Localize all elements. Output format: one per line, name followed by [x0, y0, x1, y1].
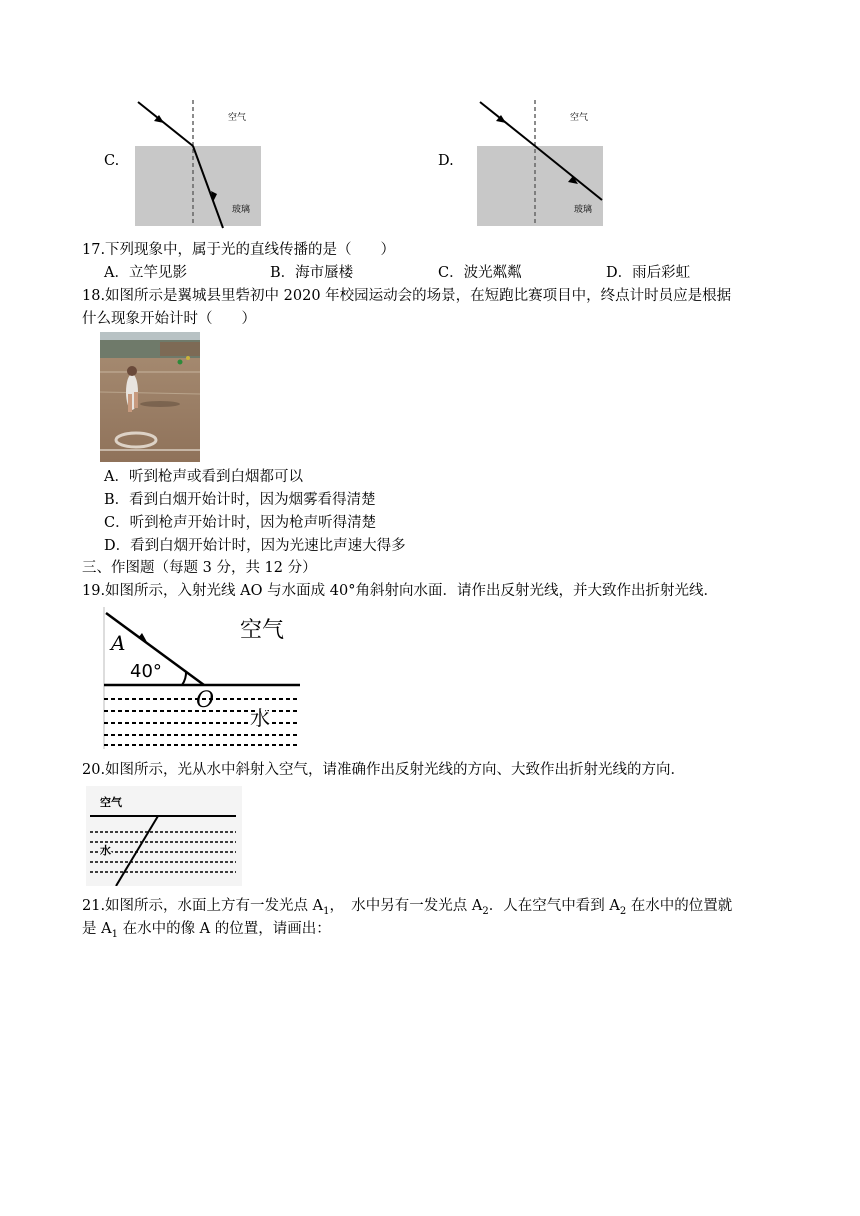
q21-text: ．人在空气中看到 A — [488, 898, 620, 914]
incident-ray — [138, 102, 193, 146]
option-c-label: C. — [104, 153, 120, 169]
subscript: 2 — [482, 905, 489, 917]
figure-option-c — [120, 96, 270, 230]
q19-stem: 19.如图所示，入射光线 AO 与水面成 40°角斜射向水面．请作出反射光线，并大致作出折射光线． — [82, 583, 718, 599]
q17-option-d: D．雨后彩虹 — [606, 265, 691, 281]
q18-option-d: D．看到白烟开始计时，因为光速比声速大得多 — [104, 538, 406, 554]
q20-figure — [86, 786, 242, 886]
q21-text: 在水中的像 A 的位置，请画出： — [117, 921, 331, 937]
q21-text: 21.如图所示，水面上方有一发光点 A — [82, 898, 324, 914]
section-title: 三、作图题（每题 3 分，共 12 分） — [82, 560, 317, 576]
option-d-label: D. — [438, 153, 454, 169]
figure-option-d — [462, 96, 612, 230]
q17-option-c: C．波光粼粼 — [438, 265, 522, 281]
q21-text: 是 A — [82, 921, 112, 937]
q18-stem-line1: 18.如图所示是翼城县里砦初中 2020 年校园运动会的场景，在短跑比赛项目中，终点计时员应是根据 — [82, 288, 732, 304]
q17-stem: 17.下列现象中，属于光的直线传播的是（ ） — [82, 242, 396, 258]
subscript: 1 — [111, 928, 118, 940]
glass-label: 玻璃 — [232, 205, 251, 215]
q19-figure — [100, 607, 302, 749]
air-label: 空气 — [570, 113, 589, 123]
glass-label: 玻璃 — [574, 205, 593, 215]
q21-text: 在水中的位置就 — [626, 898, 733, 914]
q21-line1 — [82, 896, 732, 922]
angle-arc — [182, 671, 186, 685]
q18-option-a: A．听到枪声或看到白烟都可以 — [104, 469, 303, 485]
label-air: 空气 — [100, 796, 122, 809]
q18-option-b: B．看到白烟开始计时，因为烟雾看得清楚 — [104, 492, 376, 508]
subscript: 1 — [323, 905, 330, 917]
q21-text: ， 水中另有一发光点 A — [329, 898, 483, 914]
q17-option-a: A．立竿见影 — [104, 265, 187, 281]
label-water: 水 — [250, 706, 270, 730]
label-angle: 40° — [130, 661, 162, 682]
label-water: 水 — [100, 844, 111, 857]
q18-stem-line2: 什么现象开始计时（ ） — [82, 311, 256, 327]
label-air: 空气 — [240, 618, 285, 643]
label-o: O — [196, 688, 215, 713]
q20-stem: 20.如图所示，光从水中斜射入空气，请准确作出反射光线的方向、大致作出折射光线的方向． — [82, 762, 686, 778]
air-label: 空气 — [228, 113, 247, 123]
track-photo — [100, 332, 200, 462]
incident-ray — [480, 102, 535, 146]
q18-option-c: C．听到枪声开始计时，因为枪声听得清楚 — [104, 515, 377, 531]
q17-option-b: B．海市蜃楼 — [270, 265, 354, 281]
label-a: A — [111, 631, 126, 655]
q21-line2 — [82, 919, 331, 945]
subscript: 2 — [619, 905, 627, 917]
